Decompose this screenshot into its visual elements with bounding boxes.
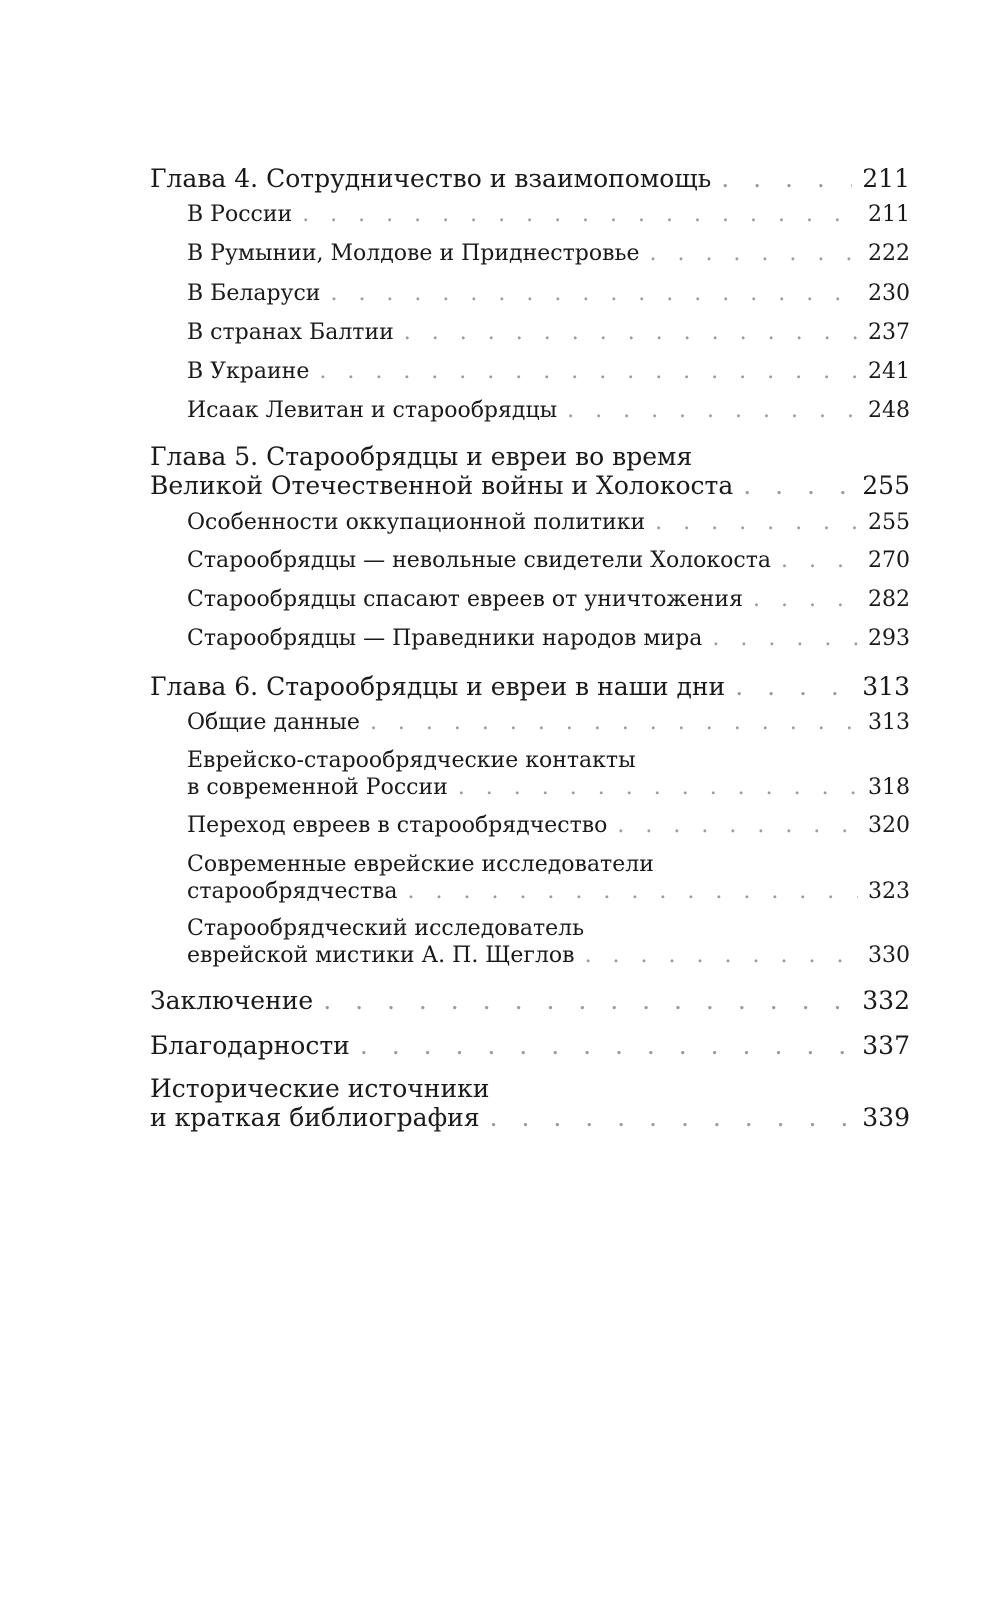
dot-leader	[360, 1031, 852, 1060]
dot-leader	[408, 879, 859, 904]
toc-entry-bibliography[interactable]	[150, 1075, 910, 1132]
toc-entry-title-line: Глава 5. Старообрядцы и евреи во время	[150, 442, 693, 471]
dot-leader	[323, 986, 852, 1015]
page-number: 241	[868, 359, 910, 384]
toc-entry-title: В Беларуси	[187, 281, 321, 306]
toc-entry-title: еврейской мистики А. П. Щеглов	[187, 943, 575, 968]
dot-leader	[649, 241, 858, 266]
toc-entry-section[interactable]	[187, 359, 910, 384]
toc-entry-title-line: Еврейско-старообрядческие контакты	[187, 748, 636, 773]
page-number: 222	[868, 241, 910, 266]
toc-entry-chapter-5[interactable]	[150, 443, 910, 500]
dot-leader	[585, 943, 858, 968]
toc-entry-title: Общие данные	[187, 710, 360, 735]
dot-leader	[617, 813, 858, 838]
page-number: 211	[868, 202, 910, 227]
dot-leader	[567, 398, 858, 423]
dot-leader	[735, 672, 852, 701]
dot-leader	[781, 548, 858, 573]
toc-entry-title: В странах Балтии	[187, 320, 394, 345]
page-number: 337	[862, 1031, 910, 1060]
toc-entry-section[interactable]	[187, 626, 910, 651]
page-number: 255	[862, 471, 910, 500]
toc-entry-title: Старообрядцы спасают евреев от уничтожения	[187, 587, 743, 612]
toc-entry-title: в современной России	[187, 775, 448, 800]
toc-entry-section[interactable]	[187, 241, 910, 266]
toc-entry-section[interactable]	[187, 510, 910, 535]
toc-entry-title-line: Старообрядческий исследователь	[187, 916, 585, 941]
page-number: 211	[862, 164, 910, 193]
toc-entry-title: Особенности оккупационной политики	[187, 510, 646, 535]
page-number: 339	[862, 1103, 910, 1132]
toc-entry-acknowledgements[interactable]	[150, 1031, 910, 1060]
toc-entry-section[interactable]	[187, 281, 910, 306]
dot-leader	[330, 281, 858, 306]
toc-entry-title: Переход евреев в старообрядчество	[187, 813, 608, 838]
toc-entry-title: Благодарности	[150, 1031, 350, 1060]
page-number: 270	[868, 548, 910, 573]
page-number: 318	[868, 775, 910, 800]
toc-entry-title: В России	[187, 202, 293, 227]
dot-leader	[655, 510, 858, 535]
page-number: 332	[862, 986, 910, 1015]
toc-entry-section[interactable]	[187, 851, 910, 904]
toc-entry-title: В Украине	[187, 359, 310, 384]
page-number: 248	[868, 398, 910, 423]
page-number: 313	[868, 710, 910, 735]
toc-entry-section[interactable]	[187, 587, 910, 612]
dot-leader	[370, 710, 858, 735]
dot-leader	[302, 202, 858, 227]
dot-leader	[743, 471, 852, 500]
page-number: 323	[868, 879, 910, 904]
page-number: 330	[868, 943, 910, 968]
dot-leader	[319, 359, 858, 384]
toc-entry-title: Исаак Левитан и старообрядцы	[187, 398, 558, 423]
toc-entry-title-line: Исторические источники	[150, 1074, 490, 1103]
toc-entry-chapter-6[interactable]	[150, 672, 910, 701]
toc-entry-section[interactable]	[187, 320, 910, 345]
toc-entry-section[interactable]	[187, 548, 910, 573]
toc-entry-section[interactable]	[187, 398, 910, 423]
dot-leader	[404, 320, 858, 345]
toc-entry-title: Старообрядцы — Праведники народов мира	[187, 626, 703, 651]
toc-entry-section[interactable]	[187, 202, 910, 227]
toc-entry-section[interactable]	[187, 710, 910, 735]
toc-entry-title: Великой Отечественной войны и Холокоста	[150, 471, 734, 500]
page-number: 237	[868, 320, 910, 345]
toc-entry-chapter-4[interactable]	[150, 164, 910, 193]
toc-entry-title: старообрядчества	[187, 879, 398, 904]
dot-leader	[721, 164, 852, 193]
page-number: 282	[868, 587, 910, 612]
toc-entry-title-line: Современные еврейские исследователи	[187, 852, 654, 877]
page-number: 293	[868, 626, 910, 651]
toc-entry-title: Старообрядцы — невольные свидетели Холокоста	[187, 548, 772, 573]
toc-entry-title: и краткая библиография	[150, 1103, 480, 1132]
toc-entry-section[interactable]	[187, 747, 910, 800]
dot-leader	[490, 1103, 853, 1132]
toc-entry-conclusion[interactable]	[150, 986, 910, 1015]
page-number: 320	[868, 813, 910, 838]
page-number: 230	[868, 281, 910, 306]
page-number: 255	[868, 510, 910, 535]
toc-entry-title: Глава 4. Сотрудничество и взаимопомощь	[150, 164, 712, 193]
toc-entry-title: В Румынии, Молдове и Приднестровье	[187, 241, 640, 266]
dot-leader	[753, 587, 858, 612]
toc-entry-section[interactable]	[187, 915, 910, 968]
page-number: 313	[862, 672, 910, 701]
toc-entry-section[interactable]	[187, 813, 910, 838]
dot-leader	[458, 775, 858, 800]
toc-entry-title: Глава 6. Старообрядцы и евреи в наши дни	[150, 672, 726, 701]
dot-leader	[712, 626, 858, 651]
toc-entry-title: Заключение	[150, 986, 314, 1015]
